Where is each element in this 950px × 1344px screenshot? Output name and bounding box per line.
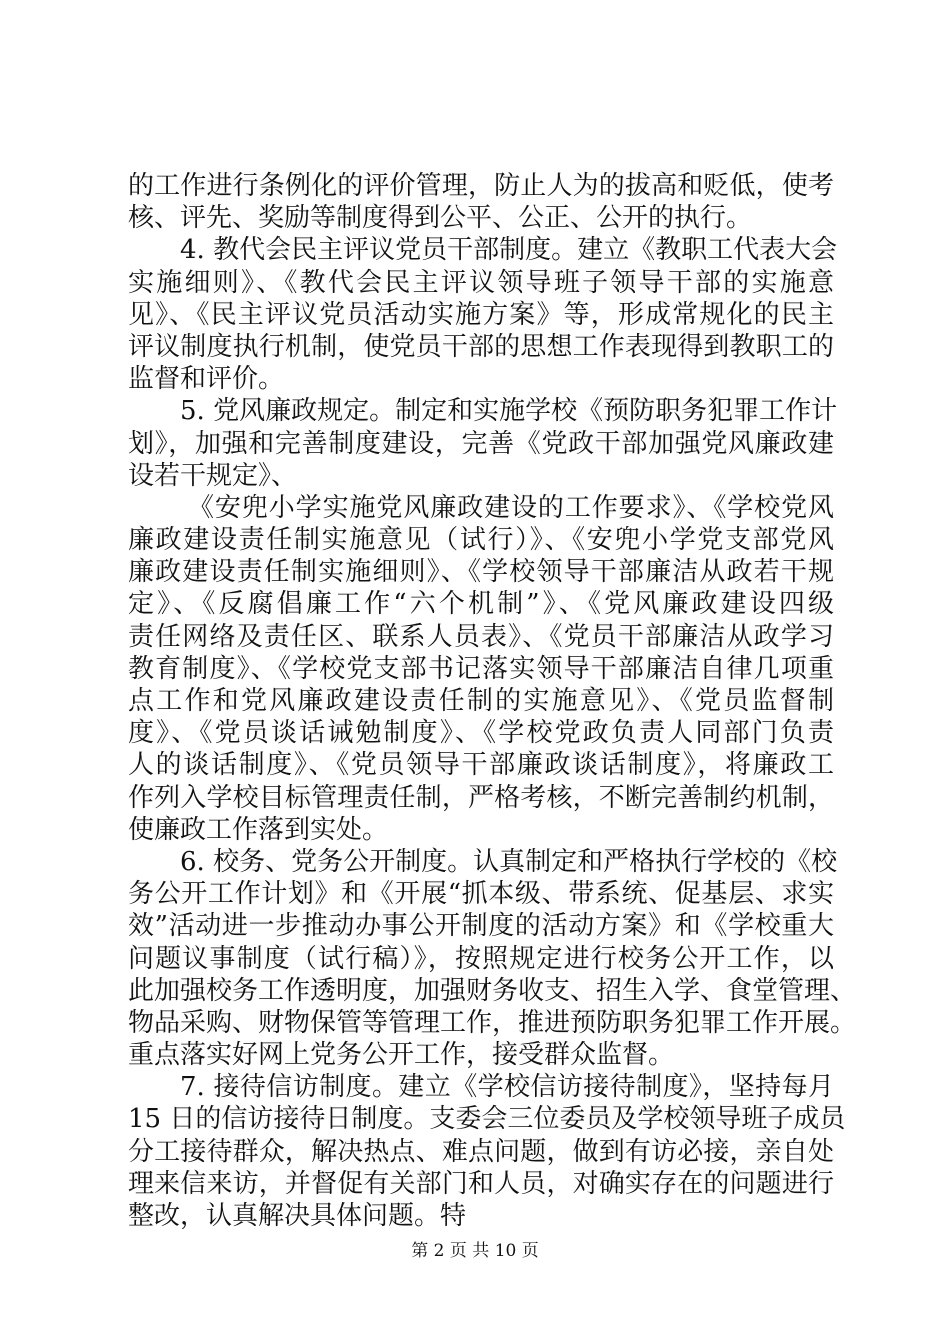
- text-line: 人的谈话制度》、《党员领导干部廉政谈话制度》，将廉政工: [128, 750, 834, 781]
- text-line: 实施细则》、《教代会民主评议领导班子领导干部的实施意: [128, 267, 834, 298]
- text-line: 物品采购、财物保管等管理工作，推进预防职务犯罪工作开展。: [128, 1007, 857, 1038]
- text-line: 度》、《党员谈话诫勉制度》、《学校党政负责人同部门负责: [128, 718, 834, 749]
- text-line: 分工接待群众，解决热点、难点问题，做到有访必接，亲自处: [128, 1136, 834, 1167]
- text-line: 监督和评价。: [128, 364, 285, 395]
- text-line: 点工作和党风廉政建设责任制的实施意见》、《党员监督制: [128, 686, 834, 716]
- text-line: 15 日的信访接待日制度。支委会三位委员及学校领导班子成员: [128, 1104, 846, 1135]
- text-line: 见》、《民主评议党员活动实施方案》等，形成常规化的民主: [128, 299, 834, 330]
- text-line: 使廉政工作落到实处。: [128, 814, 389, 845]
- text-line: 教育制度》、《学校党支部书记落实领导干部廉洁自律几项重: [128, 653, 834, 684]
- text-line: 定》、《反腐倡廉工作“六个机制”》、《党风廉政建设四级: [128, 589, 834, 620]
- text-line: 的工作进行条例化的评价管理，防止人为的拔高和贬低，使考: [128, 171, 834, 201]
- text-line: 重点落实好网上党务公开工作，接受群众监督。: [128, 1040, 675, 1071]
- text-line: 责任网络及责任区、联系人员表》、《党员干部廉洁从政学习: [128, 621, 834, 652]
- text-line: 设若干规定》、: [128, 460, 298, 491]
- text-line: 作列入学校目标管理责任制，严格考核，不断完善制约机制，: [128, 782, 834, 813]
- text-line: 问题议事制度（试行稿）》，按照规定进行校务公开工作，以: [128, 943, 834, 974]
- page-number-footer: 第 2 页 共 10 页: [411, 1241, 539, 1261]
- text-line: 评议制度执行机制，使党员干部的思想工作表现得到教职工的: [128, 331, 834, 362]
- text-line: 效”活动进一步推动办事公开制度的活动方案》和《学校重大: [128, 911, 834, 942]
- text-line: 廉政建设责任制实施细则》、《学校领导干部廉洁从政若干规: [128, 557, 834, 588]
- text-line: 此加强校务工作透明度，加强财务收支、招生入学、食堂管理、: [128, 975, 857, 1006]
- text-line: 划》，加强和完善制度建设，完善《党政干部加强党风廉政建: [128, 428, 834, 459]
- paragraph-start-line: 5. 党风廉政规定。制定和实施学校《预防职务犯罪工作计: [180, 396, 838, 427]
- text-line: 理来信来访，并督促有关部门和人员，对确实存在的问题进行: [128, 1168, 834, 1199]
- document-body: [128, 170, 857, 1232]
- paragraph-start-line: 7. 接待信访制度。建立《学校信访接待制度》，坚持每月: [180, 1072, 834, 1103]
- text-line: 务公开工作计划》和《开展“抓本级、带系统、促基层、求实: [128, 879, 834, 910]
- paragraph-start-line: 4. 教代会民主评议党员干部制度。建立《教职工代表大会: [180, 235, 838, 266]
- text-line: 核、评先、奖励等制度得到公平、公正、公开的执行。: [128, 203, 753, 234]
- text-line: 廉政建设责任制实施意见（试行）》、《安兜小学党支部党风: [128, 525, 834, 556]
- paragraph-start-line: 6. 校务、党务公开制度。认真制定和严格执行学校的《校: [180, 846, 838, 877]
- text-line: 整改，认真解决具体问题。特: [128, 1201, 467, 1231]
- paragraph-start-line: 《安兜小学实施党风廉政建设的工作要求》、《学校党风: [188, 492, 834, 523]
